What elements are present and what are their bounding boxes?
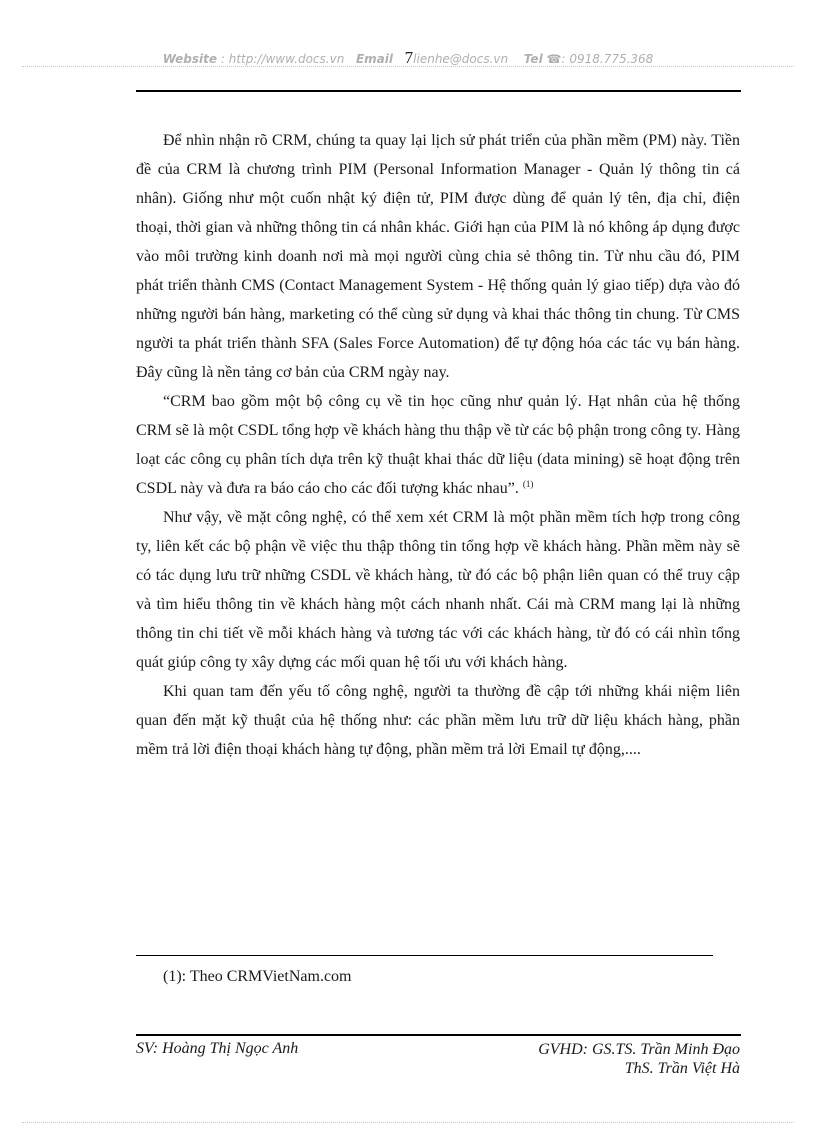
- website-label: Website: [162, 52, 218, 66]
- footer-student: SV: Hoàng Thị Ngọc Anh: [136, 1040, 299, 1057]
- paragraph-4: Khi quan tam đến yếu tố công nghệ, người ta thường đề cập tới những khái niệm liên quan đến mặt kỹ thuật của hệ thống như: các phần mềm lưu trữ dữ liệu khách hàng, phần mềm trả lời điện thoại khách hàng tự động, phần mềm trả lời Email tự động,....: [136, 683, 740, 758]
- email-label: Email: [355, 52, 393, 66]
- footer-rule: [136, 1034, 741, 1036]
- website-separator: :: [220, 52, 225, 66]
- footer-advisors: [538, 1040, 740, 1078]
- website-url[interactable]: http://www.docs.vn: [228, 52, 345, 66]
- paragraph-2-text: “CRM bao gồm một bộ công cụ về tin học cũng như quản lý. Hạt nhân của hệ thống CRM sẽ là một CSDL tổng hợp về khách hàng thu thập về từ các bộ phận trong công ty. Hàng loạt các công cụ phân tích dựa trên kỹ thuật khai thác dữ liệu (data mining) sẽ hoạt động trên CSDL này và đưa ra báo cáo cho các đối tượng khác nhau”.: [136, 393, 740, 497]
- paragraph-3: Như vậy, về mặt công nghệ, có thể xem xét CRM là một phần mềm tích hợp trong công ty, liên kết các bộ phận về việc thu thập thông tin tổng hợp về khách hàng. Phần mềm này sẽ có tác dụng lưu trữ những CSDL về khách hàng, từ đó các bộ phận liên quan có thể truy cập và tìm hiểu thông tin về khách hàng một cách nhanh nhất. Cái mà CRM mang lại là những thông tin chi tiết về mỗi khách hàng và tương tác với các khách hàng, từ đó có cái nhìn tổng quát giúp công ty xây dựng các mối quan hệ tối ưu với khách hàng.: [136, 509, 740, 671]
- footnote-reference: (1): [522, 479, 534, 489]
- paragraph-1: Để nhìn nhận rõ CRM, chúng ta quay lại lịch sử phát triển của phần mềm (PM) này. Tiền đề của CRM là chương trình PIM (Personal Information Manager - Quản lý thông tin cá nhân). Giống như một cuốn nhật ký điện tử, PIM được dùng để quản lý tên, địa chỉ, điện thoại, thời gian và những thông tin cá nhân khác. Giới hạn của PIM là nó không áp dụng được vào môi trường kinh doanh nơi mà mọi người cùng chia sẻ thông tin. Từ nhu cầu đó, PIM phát triển thành CMS (Contact Management System - Hệ thống quản lý giao tiếp) dựa vào đó những người bán hàng, marketing có thể cùng sử dụng và khai thác thông tin chung. Từ CMS người ta phát triển thành SFA (Sales Force Automation) để tự động hóa các tác vụ bán hàng. Đây cũng là nền tảng cơ bản của CRM ngày nay.: [136, 132, 740, 381]
- footnote-rule: [136, 955, 713, 956]
- email-value[interactable]: lienhe@docs.vn: [413, 52, 509, 66]
- tel-label: Tel: [523, 52, 543, 66]
- page-number: 7: [404, 48, 414, 67]
- footer-advisor-2: ThS. Trần Việt Hà: [624, 1060, 740, 1077]
- paragraph-2: [136, 387, 740, 503]
- phone-icon: ☎: [546, 52, 562, 66]
- header-watermark: [0, 48, 816, 68]
- footnote: (1): Theo CRMVietNam.com: [163, 968, 352, 985]
- tel-value: : 0918.775.368: [561, 52, 654, 66]
- body-text: [136, 126, 740, 764]
- header-rule: [136, 90, 741, 92]
- footer-advisor-1: GVHD: GS.TS. Trần Minh Đạo: [538, 1041, 740, 1058]
